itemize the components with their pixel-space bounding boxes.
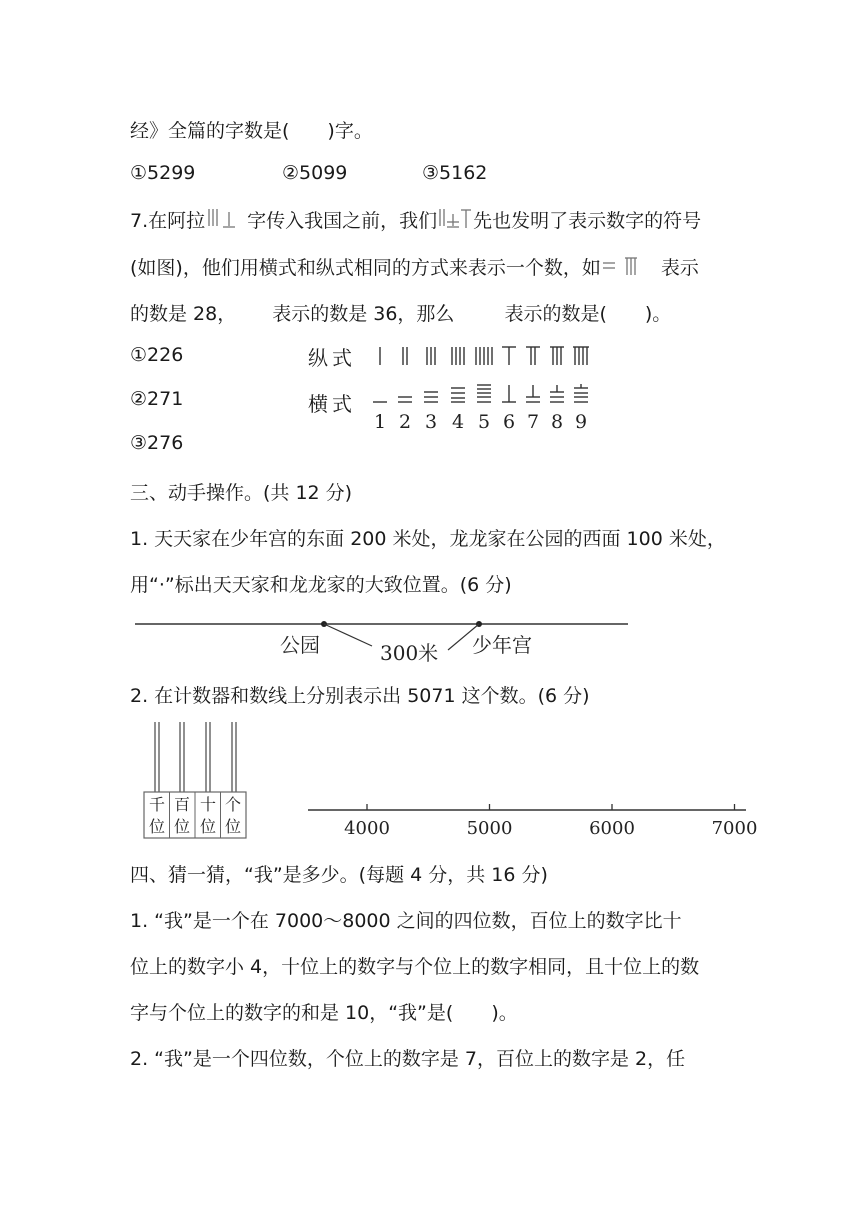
q6-option-3: ③5162: [422, 162, 488, 184]
s4-q1-line-3: 字与个位上的数字的和是 10，“我”是( )。: [130, 1002, 518, 1024]
section-3-title: 三、动手操作。(共 12 分): [130, 482, 353, 504]
q7-option-3: ③276: [130, 432, 184, 454]
s3-q1-line-1: 1. 天天家在少年宫的东面 200 米处，龙龙家在公园的西面 100 米处，: [130, 528, 726, 550]
rod-numeral-table: [308, 340, 618, 435]
abacus-label-hundreds-1: 百: [173, 795, 191, 814]
abacus-label-ones-2: 位: [224, 817, 242, 836]
q6-option-1: ①5299: [130, 162, 196, 184]
abacus-label-thousands-1: 千: [148, 795, 166, 814]
rod-numeral-icon: [205, 206, 247, 237]
abacus-label-ones-1: 个: [224, 795, 242, 814]
q7-line-2: (如图)，他们用横式和纵式相同的方式来表示一个数，如 表示: [130, 253, 699, 284]
map-diagram: [130, 612, 640, 668]
distance-label: 300米: [380, 641, 439, 665]
q6-option-2: ②5099: [282, 162, 348, 184]
park-label: 公园: [280, 633, 320, 657]
s3-q2-line: 2. 在计数器和数线上分别表示出 5071 这个数。(6 分): [130, 685, 590, 707]
q7-line-3: 的数是 28， 表示的数是 36，那么 表示的数是( )。: [130, 303, 672, 325]
digit-label-7: 7: [526, 411, 540, 433]
section-4-title: 四、猜一猜，“我”是多少。(每题 4 分，共 16 分): [130, 864, 548, 886]
digit-label-1: 1: [373, 411, 387, 433]
number-line: [300, 790, 760, 846]
digit-label-9: 9: [574, 411, 588, 433]
q7-option-2: ②271: [130, 388, 184, 410]
palace-label: 少年宫: [472, 633, 532, 657]
abacus: [140, 718, 250, 842]
digit-label-2: 2: [398, 411, 412, 433]
number-line-tick-label: 7000: [711, 818, 758, 839]
rod-numeral-glyphs: [370, 340, 620, 435]
digit-label-6: 6: [502, 411, 516, 433]
number-line-tick-label: 6000: [589, 818, 635, 839]
s4-q1-line-1: 1. “我”是一个在 7000～8000 之间的四位数，百位上的数字比十: [130, 910, 682, 932]
rod-numeral-icon: [437, 206, 473, 237]
rod-numeral-28-icon: [601, 253, 661, 284]
abacus-label-tens-2: 位: [199, 817, 217, 836]
number-line-tick-label: 5000: [466, 818, 513, 839]
digit-label-4: 4: [451, 411, 465, 433]
s3-q1-line-2: 用“·”标出天天家和龙龙家的大致位置。(6 分): [130, 574, 512, 596]
number-line-tick-label: 4000: [344, 818, 390, 839]
s4-q1-line-2: 位上的数字小 4，十位上的数字与个位上的数字相同，且十位上的数: [130, 956, 700, 978]
q6-text-end: 经》全篇的字数是( )字。: [130, 120, 373, 142]
q7-line-1: 7.在阿拉 字传入我国之前，我们 先也发明了表示数字的符号: [130, 206, 701, 237]
digit-label-3: 3: [424, 411, 438, 433]
digit-label-5: 5: [477, 411, 491, 433]
digit-label-8: 8: [550, 411, 564, 433]
q7-option-1: ①226: [130, 344, 184, 366]
vertical-label: 纵式: [308, 346, 356, 370]
s4-q2-line-1: 2. “我”是一个四位数，个位上的数字是 7，百位上的数字是 2，任: [130, 1048, 686, 1070]
abacus-label-thousands-2: 位: [148, 817, 166, 836]
abacus-label-tens-1: 十: [199, 795, 217, 814]
horizontal-label: 横式: [308, 392, 356, 416]
abacus-label-hundreds-2: 位: [173, 817, 191, 836]
